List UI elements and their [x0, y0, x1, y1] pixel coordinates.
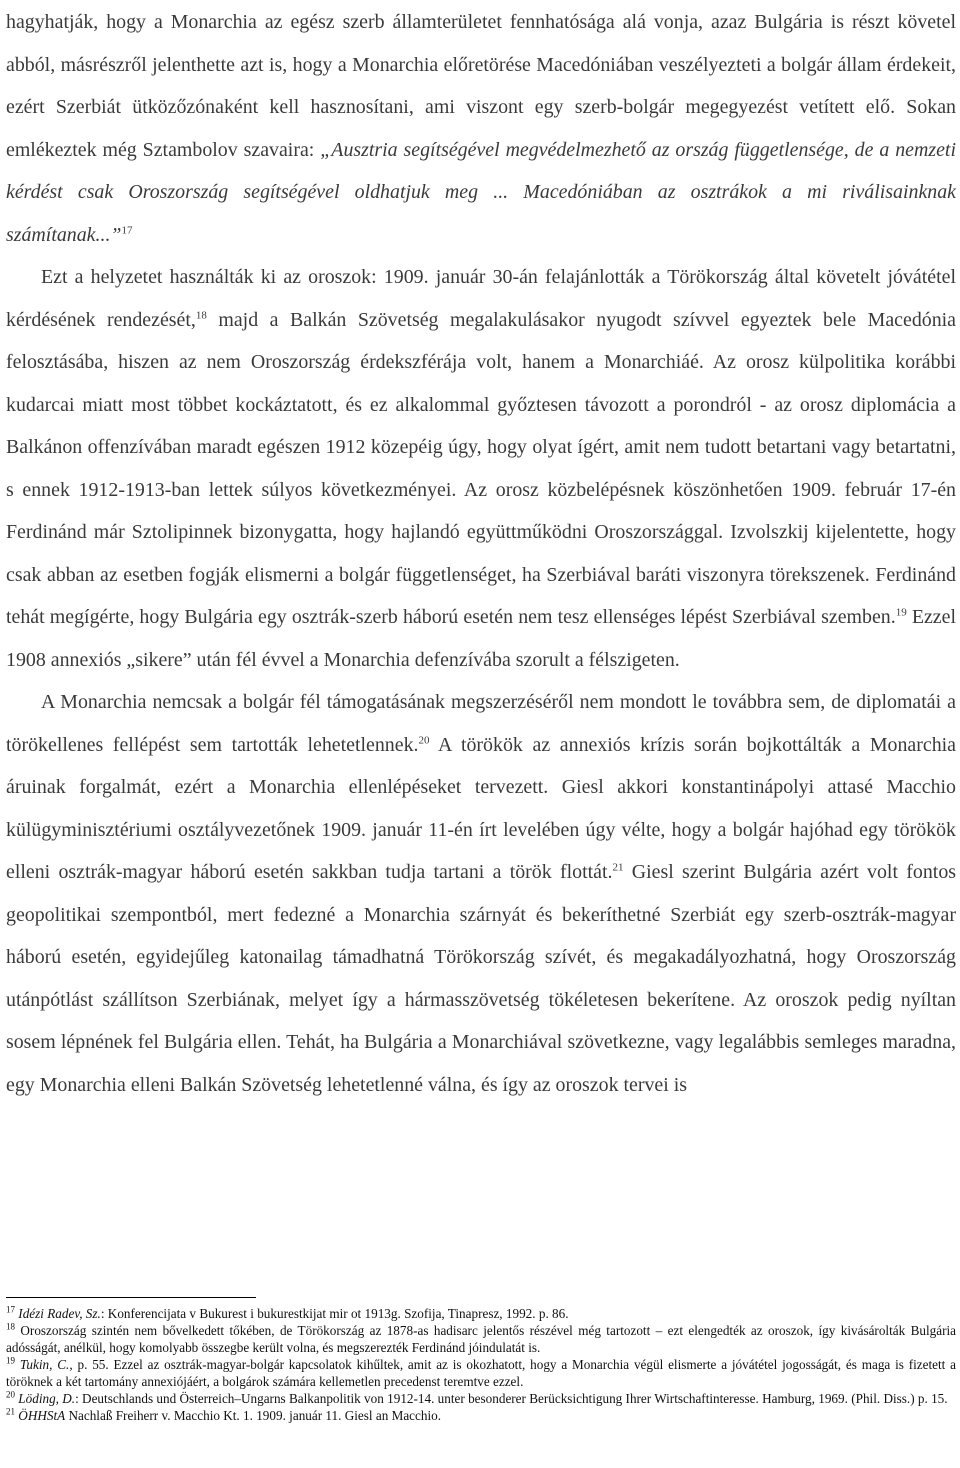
- document-page: [6, 0, 956, 1468]
- paragraph-2-text-c: Ezzel 1908 annexiós „sikere” után fél évvel a Monarchia defenzívába szorult a félszigeten.: [6, 606, 956, 671]
- footnote-separator: [6, 1297, 256, 1298]
- footnote-number: 21: [6, 1407, 15, 1418]
- footnote-ref-20[interactable]: 20: [418, 733, 430, 746]
- footnote-ref-19[interactable]: 19: [895, 606, 907, 619]
- footnote-number: 19: [6, 1355, 15, 1366]
- paragraph-3: [6, 681, 956, 1106]
- paragraph-3-text-b: A törökök az annexiós krízis során bojkottálták a Monarchia áruinak forgalmát, ezért a Monarchia ellenlépéseket tervezett. Giesl akkori konstantinápolyi attasé Macchio külügyminisztériumi osztályvezetőnek 1909. január 11-én írt levelében úgy vélte, hogy a bolgár hajóhad egy törökök elleni osztrák-magyar háború esetén sakkban tudja tartani a török flottát.: [6, 733, 957, 883]
- footnote-author: Idézi Radev, Sz.: [18, 1306, 101, 1321]
- footnotes: [6, 1306, 956, 1426]
- footnote-text: : Deutschlands und Österreich–Ungarns Balkanpolitik von 1912-14. unter besonderer Berücksichtigung Ihrer Wirtschaftinteresse. Hamburg, 1969. (Phil. Diss.) p. 15.: [75, 1391, 948, 1407]
- footnote-number: 20: [6, 1389, 15, 1400]
- footnote-ref-18[interactable]: 18: [195, 308, 207, 321]
- footnote-author: ÖHHStA: [18, 1408, 66, 1424]
- paragraph-2: [6, 256, 956, 681]
- paragraph-3-text-a: A Monarchia nemcsak a bolgár fél támogatásának megszerzéséről nem mondott le továbbra sem, de diplomatái a törökellenes fellépést sem tartották lehetetlennek.: [6, 691, 956, 756]
- footnote-17: [6, 1306, 956, 1322]
- paragraph-1-text: hagyhatják, hogy a Monarchia az egész szerb államterületet fennhatósága alá vonja, azaz Bulgária is részt követel abból, másrészről jelenthette azt is, hogy a Monarchia előretörése Macedóniában veszélyezteti a bolgár állam érdekeit, ezért Szerbiát ütközőzónaként kell hasznosítani, ami viszont egy szerb-bolgár megegyezést vetített elő. Sokan emlékeztek még Sztambolov szavaira:: [6, 11, 956, 161]
- footnote-21: [6, 1408, 956, 1424]
- footnote-20: [6, 1391, 956, 1407]
- paragraph-2-text-b: majd a Balkán Szövetség megalakulásakor nyugodt szívvel egyeztek bele Macedónia felosztásába, hiszen az nem Oroszország érdekszférája volt, hanem a Monarchiáé. Az orosz külpolitika korábbi kudarcai miatt most többet kockáztatott, és ez alkalommal győztesen távozott a porondról - az orosz diplomácia a Balkánon offenzívában maradt egészen 1912 közepéig úgy, hogy olyat ígért, amit nem tudott betartani vagy betartatni, s ennek 1912-1913-ban lettek súlyos következményei. Az orosz közbelépésnek köszönhetően 1909. február 17-én Ferdinánd már Sztolipinnek bizonygatta, hogy hajlandó együttműködni Oroszországgal. Izvolszkij kijelentette, hogy csak abban az esetben fogják elismerni a bolgár függetlenséget, ha Szerbiával baráti viszonyra törekszenek. Ferdinánd tehát megígérte, hogy Bulgária egy osztrák-szerb háború esetén nem tesz ellenséges lépést Szerbiával szemben.: [6, 308, 957, 628]
- footnote-author: Löding, D.: [18, 1391, 76, 1407]
- footnote-number: 17: [6, 1304, 15, 1315]
- paragraph-2-text-a: Ezt a helyzetet használták ki az oroszok: 1909. január 30-án felajánlották a Törökország által követelt jóvátétel kérdésének rendezését,: [6, 266, 956, 331]
- footnote-ref-21[interactable]: 21: [612, 861, 624, 874]
- paragraph-1: [6, 1, 956, 256]
- footnote-text: Oroszország szintén nem bővelkedett tőkében, de Törökország az 1878-as hadisarc jelentős részével még tartozott – ezt elengedték az oroszok, így kivásárolták Bulgária adósságát, anélkül, hogy komolyabb összegbe került volna, és megszerezték Ferdinánd jóindulatát is.: [6, 1323, 957, 1355]
- footnote-19: [6, 1357, 956, 1390]
- footnote-text: : Konferencijata v Bukurest i bukurestkijat mir ot 1913g. Szofija, Tinapresz, 1992. p. 86.: [100, 1306, 569, 1321]
- footnote-author: Tukin, C.: [19, 1357, 70, 1373]
- footnote-number: 18: [6, 1322, 15, 1333]
- stambolov-quote: „Ausztria segítségével megvédelmezhető az ország függetlensége, de a nemzeti kérdést csak Oroszország segítségével oldhatjuk meg ... Macedóniában az osztrákok a mi riválisainknak számítanak...”: [6, 138, 956, 246]
- footnote-text: , p. 55. Ezzel az osztrák-magyar-bolgár kapcsolatok kihűltek, amit az is okozhatott, hogy a Monarchia végül elismerte a jóvátétel jogosságát, és maga is fizetett a töröknek a két tartomány annexiójáért, a bolgárok számára kellemetlen precedenst teremtve ezzel.: [6, 1357, 956, 1389]
- body-text: [6, 0, 956, 1106]
- footnote-text: Nachlaß Freiherr v. Macchio Kt. 1. 1909. január 11. Giesl an Macchio.: [65, 1408, 442, 1424]
- footnote-ref-17[interactable]: 17: [121, 223, 133, 236]
- footnote-18: [6, 1323, 956, 1356]
- paragraph-3-text-c: Giesl szerint Bulgária azért volt fontos geopolitikai szempontból, mert fedezné a Monarchia szárnyát és bekeríthetné Szerbiát egy szerb-osztrák-magyar háború esetén, egyidejűleg katonailag támadhatná Törökország szívét, és megakadályozhatná, hogy Oroszország utánpótlást szállítson Szerbiának, melyet így a hármasszövetség tökéletesen bekerítene. Az oroszok pedig nyíltan sosem lépnének fel Bulgária ellen. Tehát, ha Bulgária a Monarchiával szövetkezne, vagy legalábbis semleges maradna, egy Monarchia elleni Balkán Szövetség lehetetlenné válna, és így az oroszok tervei is: [6, 861, 956, 1096]
